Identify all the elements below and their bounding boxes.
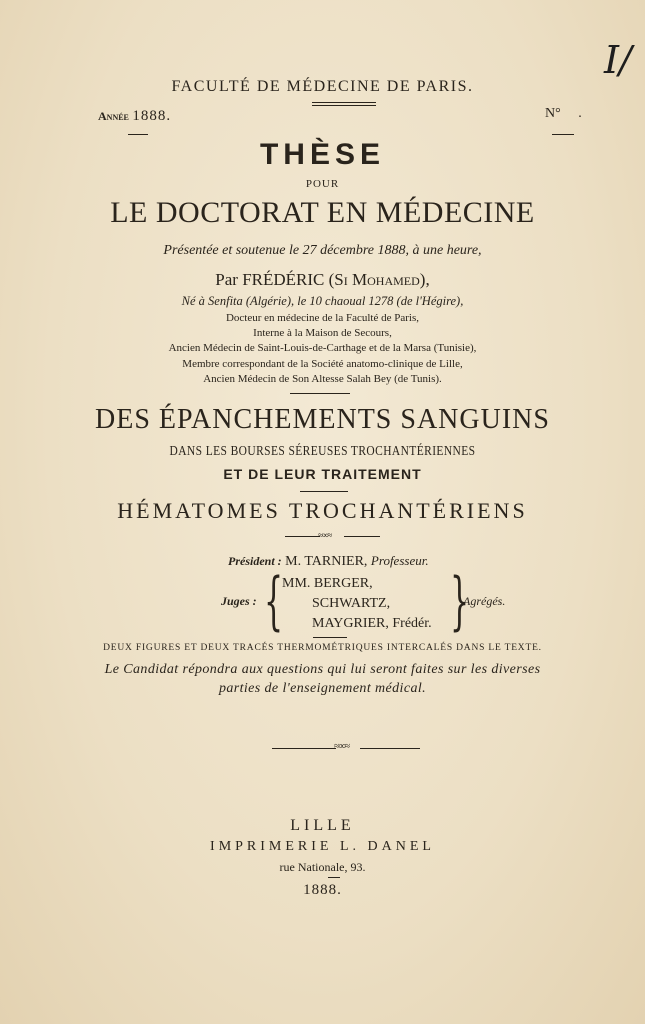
left-brace-icon: { xyxy=(264,565,284,640)
bottom-ornament-right xyxy=(360,748,420,749)
thesis-title-line2: DANS LES BOURSES SÉREUSES TROCHANTÉRIENNES xyxy=(169,444,476,459)
author-name: FRÉDÉRIC xyxy=(242,270,325,289)
bottom-ornament-left xyxy=(272,748,336,749)
born-line: Né à Senfita (Algérie), le 10 chaoual 1278 (de l'Hégire), xyxy=(181,294,464,308)
printer: IMPRIMERIE L. DANEL xyxy=(210,839,435,854)
juge-item: SCHWARTZ, xyxy=(312,596,391,611)
print-year: 1888. xyxy=(303,882,342,898)
city: LILLE xyxy=(290,817,355,834)
right-dash xyxy=(552,134,574,135)
credential-line: Docteur en médecine de la Faculté de Paris, xyxy=(225,312,420,324)
juges-list xyxy=(282,574,432,634)
number-label: N° xyxy=(545,106,561,121)
ornament-left xyxy=(285,536,320,537)
right-brace-icon: } xyxy=(450,565,470,640)
imprint-dash xyxy=(328,877,340,878)
president-line xyxy=(228,553,429,570)
header-ornament-rule xyxy=(312,102,376,106)
credential-line: Ancien Médecin de Saint-Louis-de-Carthage et de la Marsa (Tunisie), xyxy=(168,342,477,355)
thesis-title-line3: ET DE LEUR TRAITEMENT xyxy=(223,466,422,482)
handwritten-mark: I/ xyxy=(604,38,632,82)
presented-line: Présentée et soutenue le 27 décembre 1888, à une heure, xyxy=(163,243,482,258)
number-line xyxy=(545,106,582,122)
ornament-right xyxy=(344,536,380,537)
president-label: Président : xyxy=(228,554,282,568)
left-dash xyxy=(128,134,148,135)
ornament-center-icon: ≈∞≈ xyxy=(318,530,332,540)
figures-note: DEUX FIGURES ET DEUX TRACÉS THERMOMÉTRIQUES INTERCALÉS DANS LE TEXTE. xyxy=(103,643,542,653)
annee-line xyxy=(98,108,171,125)
credentials-block xyxy=(0,311,645,387)
credential-line: Membre correspondant de la Société anatomo-clinique de Lille, xyxy=(182,357,463,370)
annee-year: 1888. xyxy=(132,108,172,124)
author-line xyxy=(0,270,645,290)
printer-address: rue Nationale, 93. xyxy=(279,860,366,874)
candidat-line1: Le Candidat répondra aux questions qui lui seront faites sur les diverses xyxy=(104,662,541,677)
juges-label: Juges : xyxy=(221,594,257,608)
faculty-header: FACULTÉ DE MÉDECINE DE PARIS. xyxy=(171,78,474,95)
credential-line: Interne à la Maison de Secours, xyxy=(253,327,392,340)
thesis-title-line4: HÉMATOMES TROCHANTÉRIENS xyxy=(117,498,528,523)
juge-item: MAYGRIER, Frédér. xyxy=(312,616,432,631)
bottom-ornament-icon: ≈∞≈ xyxy=(334,741,350,752)
doctorat-title: LE DOCTORAT EN MÉDECINE xyxy=(110,196,535,229)
pour-label: POUR xyxy=(305,178,340,190)
annee-label: Année xyxy=(98,109,129,123)
president-name: M. TARNIER, xyxy=(285,554,368,569)
thesis-title-line1: DES ÉPANCHEMENTS SANGUINS xyxy=(95,404,550,435)
president-role: Professeur. xyxy=(370,553,429,568)
title-divider xyxy=(300,491,348,492)
author-par: Par xyxy=(215,270,238,289)
author-alias: (Si Mohamed), xyxy=(328,270,430,289)
juge-item: MM. BERGER, xyxy=(282,576,373,591)
candidat-line2: parties de l'enseignement médical. xyxy=(218,681,427,696)
these-title: THÈSE xyxy=(259,138,386,171)
agreges-label: Agrégés. xyxy=(463,594,506,608)
credential-line: Ancien Médecin de Son Altesse Salah Bey (de Tunis). xyxy=(203,372,442,385)
jury-divider xyxy=(313,637,347,638)
section-divider xyxy=(290,393,350,394)
number-value: . xyxy=(578,106,582,121)
